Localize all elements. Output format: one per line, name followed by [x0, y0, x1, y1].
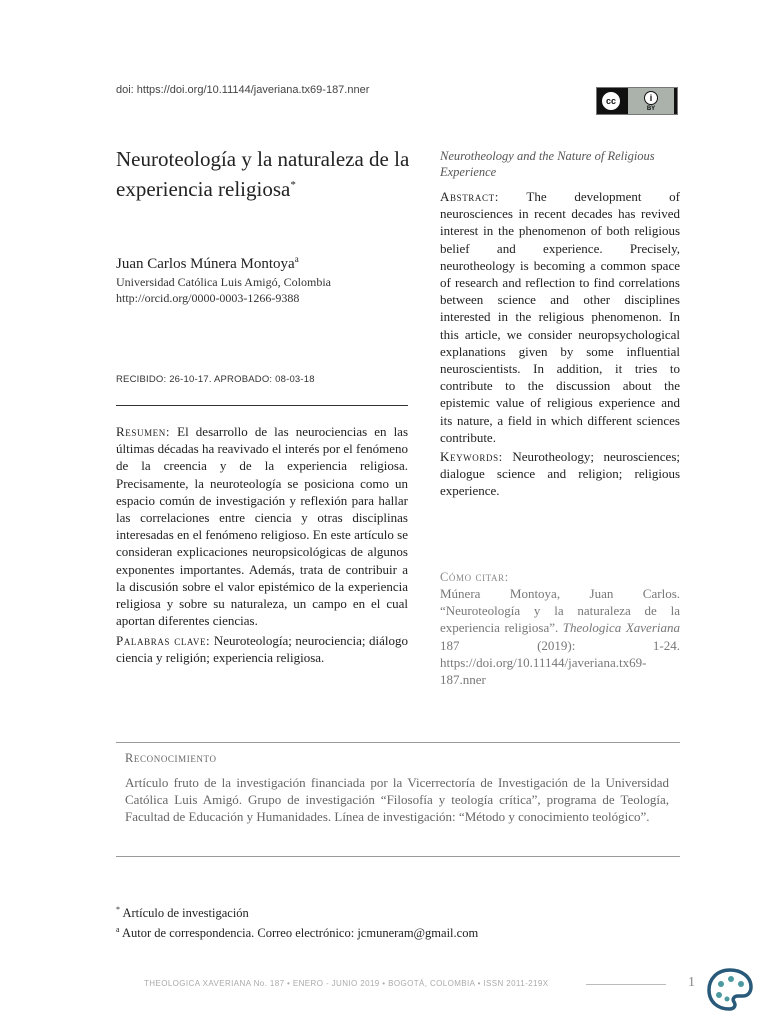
footnote-2 [116, 925, 478, 941]
creative-commons-icon: cc [600, 90, 622, 112]
footnote-2-mark: a [116, 925, 120, 934]
citation-part-2[interactable]: 187 (2019): 1-24. https://doi.org/10.11144/javeriana.tx69-187.nner [440, 637, 680, 688]
resumen-label: Resumen: [116, 424, 171, 439]
attribution-block [628, 88, 674, 114]
title-footnote-mark: * [290, 179, 296, 191]
person-icon: i [644, 91, 658, 105]
palabras-clave-text: Neuroteología; neurociencia; diálogo ciencia y religión; experiencia religiosa. [116, 633, 409, 666]
abstract-paragraph [440, 188, 680, 446]
by-label: BY [646, 105, 656, 112]
keywords-text: Neurotheology; neurosciences; dialogue science and religion; religious experience. [440, 449, 680, 499]
como-citar-label: Cómo citar: [440, 570, 509, 584]
author-footnote-mark: a [294, 254, 299, 264]
reconocimiento-label: Reconocimiento [125, 751, 217, 765]
resumen-text: El desarrollo de las neurociencias en las últimas décadas ha reavivado el interés por el fenómeno de la creencia y de la experiencia religiosa. Precisamente, la neuroteología se posiciona como un espacio común de investigación y reflexión para hallar las correlaciones entre ciencia y otras disciplinas interesadas en el fenómeno religioso. En este artículo se consideran explicaciones neuropsicológicas de algunos exponentes importantes. Además, trata de contribuir a la discusión sobre el valor epistémico de la experiencia religiosa y sobre su naturaleza, un campo en el cual aportan diferentes ciencias. [116, 424, 409, 629]
divider [116, 856, 680, 857]
author-text: Juan Carlos Múnera Montoya [116, 256, 295, 272]
citation-journal: Theologica Xaveriana [562, 620, 680, 636]
author-affiliation: Universidad Católica Luis Amigó, Colombia [116, 275, 331, 289]
reconocimiento-text: Artículo fruto de la investigación financiada por la Vicerrectoría de Investigación de la Universidad Católica Luis Amigó. Grupo de investigación “Filosofía y teología crítica”, programa de Teología, Facultad de Educación y Humanidades. Línea de investigación: “Método y conocimiento teológico”. [125, 775, 669, 825]
orcid-link[interactable]: http://orcid.org/0000-0003-1266-9388 [116, 291, 300, 305]
running-footer: THEOLOGICA XAVERIANA No. 187 • ENERO - JUNIO 2019 • BOGOTÁ, COLOMBIA • ISSN 2011-219X [144, 979, 549, 988]
citation-part-1: Múnera Montoya, Juan Carlos. “Neuroteología y la naturaleza de la experiencia religiosa”. [440, 586, 680, 636]
journal-logo-icon [705, 966, 755, 1012]
citation-text [440, 585, 680, 688]
footnote-1 [116, 905, 249, 921]
cc-by-license-badge[interactable] [596, 87, 678, 115]
title-text: Neuroteología y la naturaleza de la experiencia religiosa [116, 147, 410, 201]
resumen-paragraph [116, 423, 408, 629]
received-approved-dates: RECIBIDO: 26-10-17. APROBADO: 08-03-18 [116, 374, 315, 385]
divider [116, 742, 680, 743]
page-number: 1 [688, 975, 695, 990]
divider [116, 405, 408, 406]
palabras-clave-label: Palabras clave: [116, 633, 211, 648]
abstract-text: The development of neurosciences in recent decades has revived interest in the phenomenon of both religious belief and experience. Precisely, neurotheology is becoming a common space of research and reflection to find correlations between science and other disciplines interested in the religious phenomenon. In this article, we consider neuropsychological explanations given by some influential neuroscientists. In addition, it tries to contribute to the discussion about the epistemic value of religious experience and its nature, a field in which different sciences contribute. [440, 189, 681, 445]
doi-line[interactable]: doi: https://doi.org/10.11144/javeriana.tx69-187.nner [116, 84, 370, 96]
footnote-1-text: Artículo de investigación [122, 906, 249, 921]
footnote-1-mark: * [116, 905, 120, 914]
article-title [116, 146, 416, 202]
palabras-clave-paragraph [116, 632, 408, 666]
footnote-2-text: Autor de correspondencia. Correo electrónico: jcmuneram@gmail.com [122, 926, 479, 941]
english-title: Neurotheology and the Nature of Religious Experience [440, 149, 655, 179]
keywords-paragraph [440, 448, 680, 500]
abstract-label: Abstract: [440, 189, 499, 204]
keywords-label: Keywords: [440, 449, 503, 464]
author-name [116, 254, 299, 273]
footer-divider [586, 984, 666, 985]
